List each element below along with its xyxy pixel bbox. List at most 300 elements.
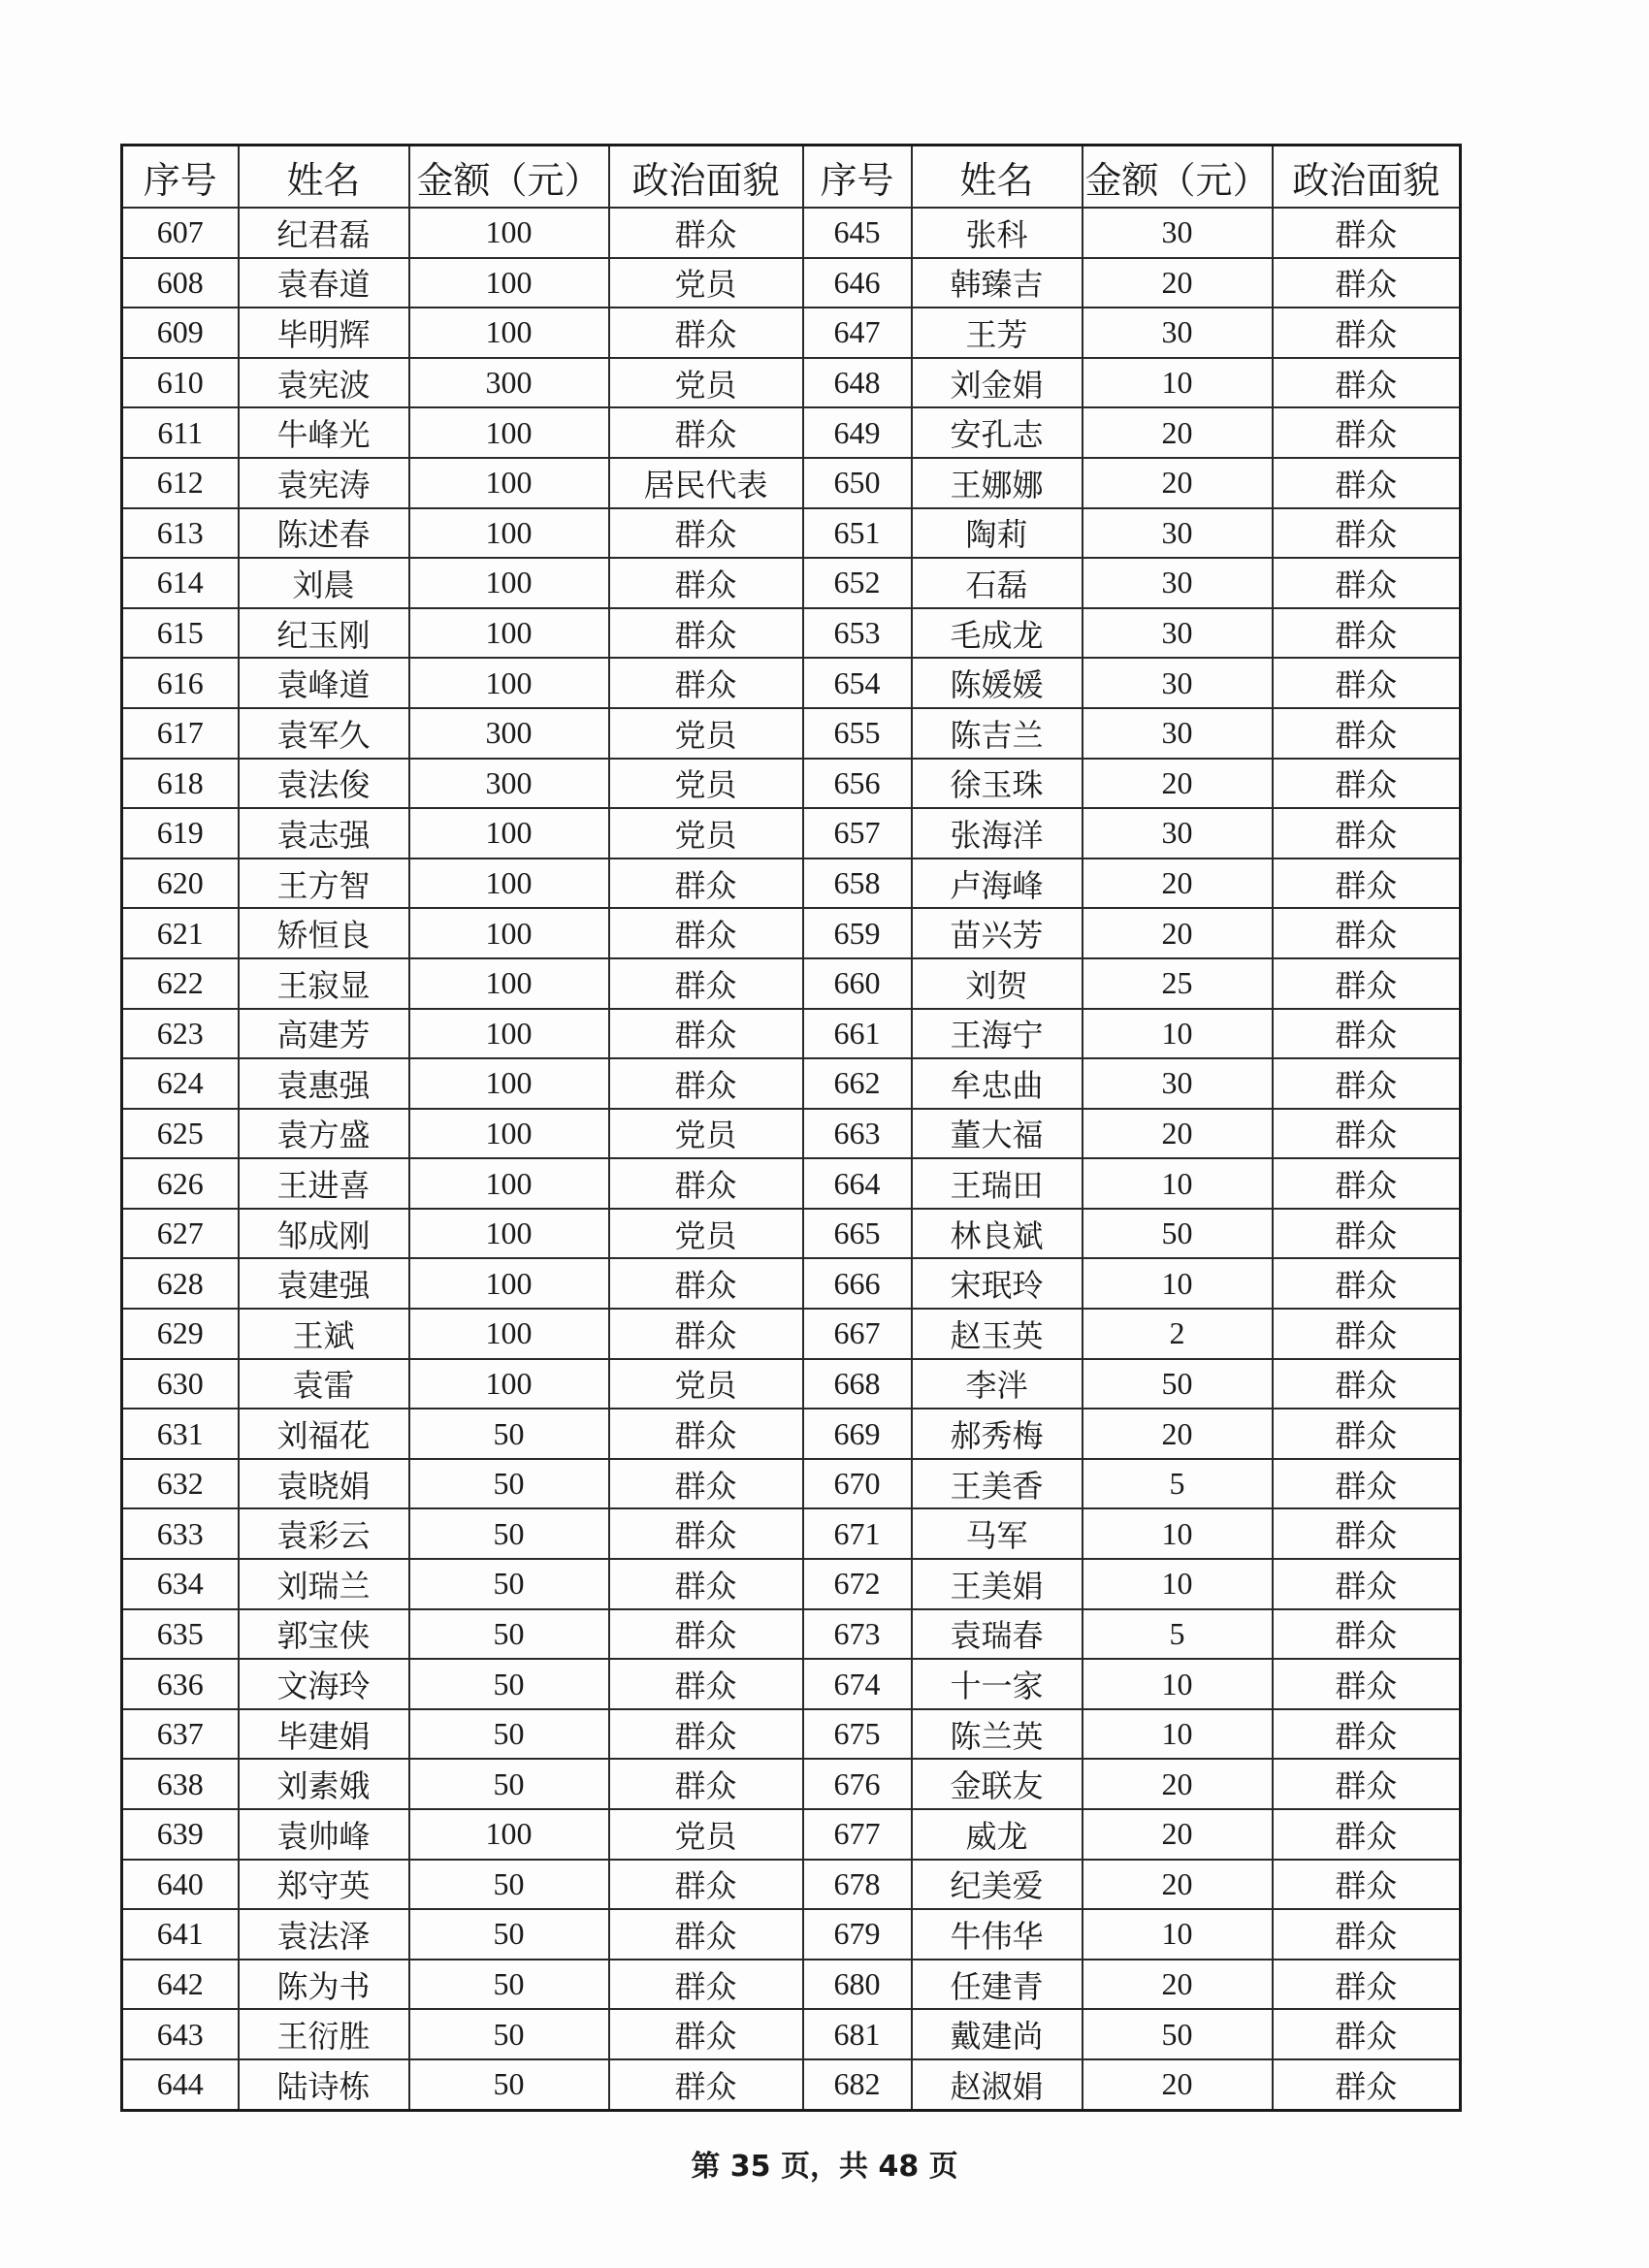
cell-amount: 10 <box>1083 1508 1273 1559</box>
cell-amount: 100 <box>409 558 609 608</box>
cell-political-status: 群众 <box>1273 1459 1461 1509</box>
cell-political-status: 群众 <box>609 1009 803 1059</box>
cell-name: 陈述春 <box>239 508 409 559</box>
cell-political-status: 党员 <box>609 1209 803 1259</box>
cell-political-status: 群众 <box>609 958 803 1009</box>
cell-seq: 611 <box>122 407 239 458</box>
cell-seq: 609 <box>122 308 239 358</box>
cell-political-status: 群众 <box>1273 1609 1461 1660</box>
cell-amount: 100 <box>409 1058 609 1109</box>
cell-political-status: 群众 <box>1273 458 1461 508</box>
cell-seq: 660 <box>803 958 912 1009</box>
cell-political-status: 群众 <box>609 407 803 458</box>
table-row <box>122 759 1461 809</box>
cell-amount: 100 <box>409 407 609 458</box>
cell-name: 高建芳 <box>239 1009 409 1059</box>
cell-seq: 647 <box>803 308 912 358</box>
cell-seq: 617 <box>122 708 239 759</box>
cell-seq: 613 <box>122 508 239 559</box>
cell-name: 袁法泽 <box>239 1909 409 1960</box>
cell-political-status: 群众 <box>609 508 803 559</box>
cell-name: 宋珉玲 <box>912 1258 1083 1309</box>
cell-political-status: 群众 <box>1273 258 1461 308</box>
cell-amount: 100 <box>409 1809 609 1860</box>
cell-amount: 50 <box>409 1909 609 1960</box>
cell-seq: 633 <box>122 1508 239 1559</box>
cell-amount: 25 <box>1083 958 1273 1009</box>
cell-political-status: 群众 <box>609 1709 803 1760</box>
cell-political-status: 群众 <box>1273 558 1461 608</box>
cell-amount: 20 <box>1083 407 1273 458</box>
cell-name: 陈媛媛 <box>912 658 1083 708</box>
cell-seq: 610 <box>122 358 239 408</box>
cell-name: 王方智 <box>239 859 409 909</box>
cell-political-status: 群众 <box>609 1659 803 1709</box>
cell-political-status: 群众 <box>1273 1709 1461 1760</box>
cell-political-status: 群众 <box>609 1459 803 1509</box>
cell-amount: 20 <box>1083 908 1273 958</box>
table-row <box>122 2009 1461 2059</box>
cell-amount: 20 <box>1083 1759 1273 1809</box>
cell-amount: 100 <box>409 908 609 958</box>
header-political-status: 政治面貌 <box>1273 146 1461 209</box>
cell-seq: 619 <box>122 808 239 859</box>
cell-name: 牛峰光 <box>239 407 409 458</box>
cell-seq: 662 <box>803 1058 912 1109</box>
table-row <box>122 558 1461 608</box>
cell-name: 袁宪涛 <box>239 458 409 508</box>
cell-seq: 622 <box>122 958 239 1009</box>
cell-seq: 678 <box>803 1860 912 1910</box>
cell-political-status: 群众 <box>609 1508 803 1559</box>
cell-seq: 624 <box>122 1058 239 1109</box>
cell-seq: 680 <box>803 1960 912 2010</box>
cell-amount: 100 <box>409 308 609 358</box>
cell-political-status: 群众 <box>1273 1309 1461 1359</box>
table-header-row <box>122 146 1461 209</box>
cell-political-status: 群众 <box>1273 1508 1461 1559</box>
table-row <box>122 1709 1461 1760</box>
cell-political-status: 群众 <box>1273 1909 1461 1960</box>
cell-name: 王芳 <box>912 308 1083 358</box>
cell-political-status: 群众 <box>609 1960 803 2010</box>
cell-name: 陈为书 <box>239 1960 409 2010</box>
cell-amount: 2 <box>1083 1309 1273 1359</box>
table-row <box>122 1058 1461 1109</box>
cell-seq: 641 <box>122 1909 239 1960</box>
cell-name: 矫恒良 <box>239 908 409 958</box>
cell-seq: 630 <box>122 1359 239 1409</box>
cell-name: 陈兰英 <box>912 1709 1083 1760</box>
cell-name: 邹成刚 <box>239 1209 409 1259</box>
cell-amount: 100 <box>409 958 609 1009</box>
cell-seq: 607 <box>122 208 239 258</box>
cell-amount: 100 <box>409 1109 609 1159</box>
cell-name: 刘素娥 <box>239 1759 409 1809</box>
cell-amount: 100 <box>409 1158 609 1209</box>
cell-political-status: 群众 <box>609 2059 803 2110</box>
cell-amount: 100 <box>409 508 609 559</box>
cell-name: 陈吉兰 <box>912 708 1083 759</box>
cell-name: 王海宁 <box>912 1009 1083 1059</box>
cell-political-status: 群众 <box>1273 1258 1461 1309</box>
cell-seq: 643 <box>122 2009 239 2059</box>
cell-name: 毕建娟 <box>239 1709 409 1760</box>
cell-seq: 635 <box>122 1609 239 1660</box>
cell-seq: 637 <box>122 1709 239 1760</box>
cell-amount: 50 <box>409 1860 609 1910</box>
cell-seq: 640 <box>122 1860 239 1910</box>
cell-amount: 50 <box>409 1508 609 1559</box>
cell-name: 纪君磊 <box>239 208 409 258</box>
cell-amount: 50 <box>1083 1359 1273 1409</box>
cell-political-status: 党员 <box>609 708 803 759</box>
cell-name: 张科 <box>912 208 1083 258</box>
cell-political-status: 群众 <box>609 1559 803 1609</box>
cell-amount: 30 <box>1083 658 1273 708</box>
cell-amount: 10 <box>1083 1659 1273 1709</box>
cell-seq: 638 <box>122 1759 239 1809</box>
cell-amount: 10 <box>1083 1009 1273 1059</box>
cell-political-status: 群众 <box>1273 1359 1461 1409</box>
cell-seq: 614 <box>122 558 239 608</box>
cell-seq: 632 <box>122 1459 239 1509</box>
cell-name: 袁惠强 <box>239 1058 409 1109</box>
cell-political-status: 群众 <box>1273 658 1461 708</box>
cell-amount: 300 <box>409 759 609 809</box>
cell-seq: 620 <box>122 859 239 909</box>
cell-name: 袁志强 <box>239 808 409 859</box>
cell-name: 苗兴芳 <box>912 908 1083 958</box>
cell-name: 董大福 <box>912 1109 1083 1159</box>
cell-political-status: 群众 <box>609 908 803 958</box>
table-row <box>122 1209 1461 1259</box>
cell-seq: 674 <box>803 1659 912 1709</box>
cell-political-status: 群众 <box>609 1309 803 1359</box>
cell-amount: 20 <box>1083 2059 1273 2110</box>
cell-amount: 300 <box>409 708 609 759</box>
cell-political-status: 党员 <box>609 759 803 809</box>
cell-amount: 30 <box>1083 1058 1273 1109</box>
cell-political-status: 群众 <box>1273 908 1461 958</box>
cell-name: 袁方盛 <box>239 1109 409 1159</box>
cell-seq: 670 <box>803 1459 912 1509</box>
table-row <box>122 1759 1461 1809</box>
cell-political-status: 群众 <box>1273 958 1461 1009</box>
table-row <box>122 1009 1461 1059</box>
cell-political-status: 党员 <box>609 258 803 308</box>
cell-seq: 625 <box>122 1109 239 1159</box>
donation-table <box>120 144 1462 2112</box>
table-row <box>122 1359 1461 1409</box>
table-row <box>122 1960 1461 2010</box>
header-seq: 序号 <box>803 146 912 209</box>
table-row <box>122 1309 1461 1359</box>
cell-seq: 657 <box>803 808 912 859</box>
cell-amount: 100 <box>409 1359 609 1409</box>
cell-political-status: 群众 <box>1273 808 1461 859</box>
cell-name: 金联友 <box>912 1759 1083 1809</box>
cell-political-status: 群众 <box>1273 407 1461 458</box>
cell-seq: 621 <box>122 908 239 958</box>
table-row <box>122 208 1461 258</box>
cell-amount: 100 <box>409 608 609 659</box>
cell-name: 任建青 <box>912 1960 1083 2010</box>
cell-amount: 50 <box>409 1409 609 1459</box>
cell-seq: 634 <box>122 1559 239 1609</box>
table-row <box>122 458 1461 508</box>
table-row <box>122 258 1461 308</box>
cell-political-status: 群众 <box>1273 1559 1461 1609</box>
cell-seq: 661 <box>803 1009 912 1059</box>
cell-amount: 30 <box>1083 308 1273 358</box>
cell-political-status: 群众 <box>609 1258 803 1309</box>
cell-political-status: 群众 <box>1273 1960 1461 2010</box>
cell-seq: 650 <box>803 458 912 508</box>
cell-seq: 679 <box>803 1909 912 1960</box>
cell-amount: 50 <box>409 2009 609 2059</box>
cell-amount: 20 <box>1083 1409 1273 1459</box>
cell-name: 王衍胜 <box>239 2009 409 2059</box>
table-row <box>122 708 1461 759</box>
cell-amount: 30 <box>1083 608 1273 659</box>
cell-political-status: 群众 <box>609 1909 803 1960</box>
cell-seq: 665 <box>803 1209 912 1259</box>
cell-amount: 20 <box>1083 1809 1273 1860</box>
cell-amount: 10 <box>1083 1709 1273 1760</box>
cell-name: 刘瑞兰 <box>239 1559 409 1609</box>
cell-name: 袁法俊 <box>239 759 409 809</box>
cell-amount: 50 <box>409 1759 609 1809</box>
cell-name: 王娜娜 <box>912 458 1083 508</box>
cell-political-status: 群众 <box>609 1409 803 1459</box>
cell-seq: 658 <box>803 859 912 909</box>
cell-amount: 10 <box>1083 1559 1273 1609</box>
cell-name: 袁瑞春 <box>912 1609 1083 1660</box>
header-political-status: 政治面貌 <box>609 146 803 209</box>
cell-seq: 615 <box>122 608 239 659</box>
cell-seq: 629 <box>122 1309 239 1359</box>
cell-name: 王斌 <box>239 1309 409 1359</box>
cell-political-status: 群众 <box>609 308 803 358</box>
cell-name: 马军 <box>912 1508 1083 1559</box>
cell-name: 郑守英 <box>239 1860 409 1910</box>
cell-seq: 667 <box>803 1309 912 1359</box>
cell-name: 袁帅峰 <box>239 1809 409 1860</box>
cell-seq: 675 <box>803 1709 912 1760</box>
cell-political-status: 群众 <box>1273 308 1461 358</box>
cell-political-status: 群众 <box>609 658 803 708</box>
cell-amount: 100 <box>409 1258 609 1309</box>
cell-seq: 672 <box>803 1559 912 1609</box>
cell-seq: 636 <box>122 1659 239 1709</box>
table-row <box>122 908 1461 958</box>
cell-name: 赵淑娟 <box>912 2059 1083 2110</box>
cell-amount: 10 <box>1083 1909 1273 1960</box>
cell-seq: 666 <box>803 1258 912 1309</box>
cell-name: 王寂显 <box>239 958 409 1009</box>
cell-amount: 50 <box>409 1659 609 1709</box>
cell-political-status: 群众 <box>609 1860 803 1910</box>
table-row <box>122 508 1461 559</box>
cell-name: 袁建强 <box>239 1258 409 1309</box>
cell-name: 王进喜 <box>239 1158 409 1209</box>
cell-seq: 663 <box>803 1109 912 1159</box>
cell-name: 郝秀梅 <box>912 1409 1083 1459</box>
cell-seq: 651 <box>803 508 912 559</box>
cell-amount: 100 <box>409 1009 609 1059</box>
cell-amount: 10 <box>1083 358 1273 408</box>
cell-amount: 50 <box>409 1960 609 2010</box>
cell-name: 威龙 <box>912 1809 1083 1860</box>
cell-political-status: 群众 <box>609 2009 803 2059</box>
cell-seq: 681 <box>803 2009 912 2059</box>
cell-name: 张海洋 <box>912 808 1083 859</box>
cell-name: 袁宪波 <box>239 358 409 408</box>
cell-amount: 20 <box>1083 1960 1273 2010</box>
cell-political-status: 群众 <box>609 859 803 909</box>
cell-amount: 50 <box>409 1609 609 1660</box>
cell-political-status: 群众 <box>1273 358 1461 408</box>
table-row <box>122 1409 1461 1459</box>
cell-political-status: 群众 <box>1273 1659 1461 1709</box>
cell-name: 袁春道 <box>239 258 409 308</box>
cell-seq: 664 <box>803 1158 912 1209</box>
cell-amount: 100 <box>409 1209 609 1259</box>
header-name: 姓名 <box>239 146 409 209</box>
cell-seq: 628 <box>122 1258 239 1309</box>
cell-seq: 654 <box>803 658 912 708</box>
cell-name: 石磊 <box>912 558 1083 608</box>
table-row <box>122 407 1461 458</box>
cell-amount: 30 <box>1083 208 1273 258</box>
cell-amount: 20 <box>1083 1109 1273 1159</box>
header-seq: 序号 <box>122 146 239 209</box>
cell-name: 王美香 <box>912 1459 1083 1509</box>
cell-seq: 646 <box>803 258 912 308</box>
cell-name: 卢海峰 <box>912 859 1083 909</box>
cell-amount: 100 <box>409 1309 609 1359</box>
cell-political-status: 党员 <box>609 808 803 859</box>
cell-seq: 627 <box>122 1209 239 1259</box>
cell-political-status: 群众 <box>609 1759 803 1809</box>
cell-seq: 669 <box>803 1409 912 1459</box>
cell-amount: 20 <box>1083 759 1273 809</box>
cell-amount: 50 <box>1083 2009 1273 2059</box>
cell-seq: 656 <box>803 759 912 809</box>
cell-seq: 618 <box>122 759 239 809</box>
cell-name: 戴建尚 <box>912 2009 1083 2059</box>
cell-political-status: 党员 <box>609 1109 803 1159</box>
table-row <box>122 1559 1461 1609</box>
cell-name: 刘贺 <box>912 958 1083 1009</box>
cell-political-status: 群众 <box>1273 708 1461 759</box>
cell-political-status: 群众 <box>1273 2009 1461 2059</box>
cell-political-status: 群众 <box>1273 1109 1461 1159</box>
cell-seq: 677 <box>803 1809 912 1860</box>
cell-political-status: 群众 <box>609 558 803 608</box>
cell-seq: 612 <box>122 458 239 508</box>
table-row <box>122 1809 1461 1860</box>
cell-name: 王瑞田 <box>912 1158 1083 1209</box>
table-row <box>122 1659 1461 1709</box>
cell-name: 文海玲 <box>239 1659 409 1709</box>
cell-amount: 20 <box>1083 458 1273 508</box>
cell-amount: 100 <box>409 859 609 909</box>
cell-political-status: 群众 <box>1273 608 1461 659</box>
page-number: 第 35 页，共 48 页 <box>691 2150 958 2184</box>
cell-seq: 623 <box>122 1009 239 1059</box>
table-body <box>122 208 1461 2110</box>
table-row <box>122 808 1461 859</box>
header-amount: 金额（元） <box>409 146 609 209</box>
cell-name: 郭宝侠 <box>239 1609 409 1660</box>
cell-political-status: 群众 <box>1273 1860 1461 1910</box>
cell-name: 毛成龙 <box>912 608 1083 659</box>
cell-amount: 20 <box>1083 258 1273 308</box>
cell-name: 牛伟华 <box>912 1909 1083 1960</box>
cell-amount: 50 <box>409 1459 609 1509</box>
cell-seq: 655 <box>803 708 912 759</box>
cell-amount: 100 <box>409 458 609 508</box>
cell-amount: 50 <box>1083 1209 1273 1259</box>
cell-amount: 100 <box>409 658 609 708</box>
cell-political-status: 群众 <box>1273 1009 1461 1059</box>
cell-political-status: 党员 <box>609 1359 803 1409</box>
cell-name: 袁雷 <box>239 1359 409 1409</box>
table-row <box>122 608 1461 659</box>
cell-political-status: 群众 <box>1273 1058 1461 1109</box>
cell-name: 十一家 <box>912 1659 1083 1709</box>
cell-name: 毕明辉 <box>239 308 409 358</box>
cell-name: 陆诗栋 <box>239 2059 409 2110</box>
cell-seq: 653 <box>803 608 912 659</box>
table-row <box>122 358 1461 408</box>
cell-political-status: 群众 <box>609 1609 803 1660</box>
cell-seq: 659 <box>803 908 912 958</box>
cell-name: 王美娟 <box>912 1559 1083 1609</box>
cell-political-status: 党员 <box>609 1809 803 1860</box>
cell-amount: 100 <box>409 208 609 258</box>
table-row <box>122 1459 1461 1509</box>
cell-name: 林良斌 <box>912 1209 1083 1259</box>
cell-amount: 10 <box>1083 1158 1273 1209</box>
cell-amount: 5 <box>1083 1609 1273 1660</box>
cell-name: 牟忠曲 <box>912 1058 1083 1109</box>
cell-seq: 608 <box>122 258 239 308</box>
cell-name: 纪玉刚 <box>239 608 409 659</box>
cell-seq: 642 <box>122 1960 239 2010</box>
cell-political-status: 群众 <box>1273 1158 1461 1209</box>
cell-political-status: 群众 <box>1273 859 1461 909</box>
cell-seq: 645 <box>803 208 912 258</box>
cell-political-status: 党员 <box>609 358 803 408</box>
cell-name: 赵玉英 <box>912 1309 1083 1359</box>
cell-name: 袁军久 <box>239 708 409 759</box>
table-row <box>122 1508 1461 1559</box>
header-name: 姓名 <box>912 146 1083 209</box>
cell-name: 刘晨 <box>239 558 409 608</box>
table-row <box>122 658 1461 708</box>
cell-amount: 30 <box>1083 708 1273 759</box>
cell-political-status: 群众 <box>1273 508 1461 559</box>
cell-amount: 50 <box>409 1559 609 1609</box>
table-row <box>122 1909 1461 1960</box>
table-row <box>122 1109 1461 1159</box>
cell-political-status: 群众 <box>1273 1759 1461 1809</box>
cell-amount: 30 <box>1083 808 1273 859</box>
cell-political-status: 群众 <box>609 1158 803 1209</box>
